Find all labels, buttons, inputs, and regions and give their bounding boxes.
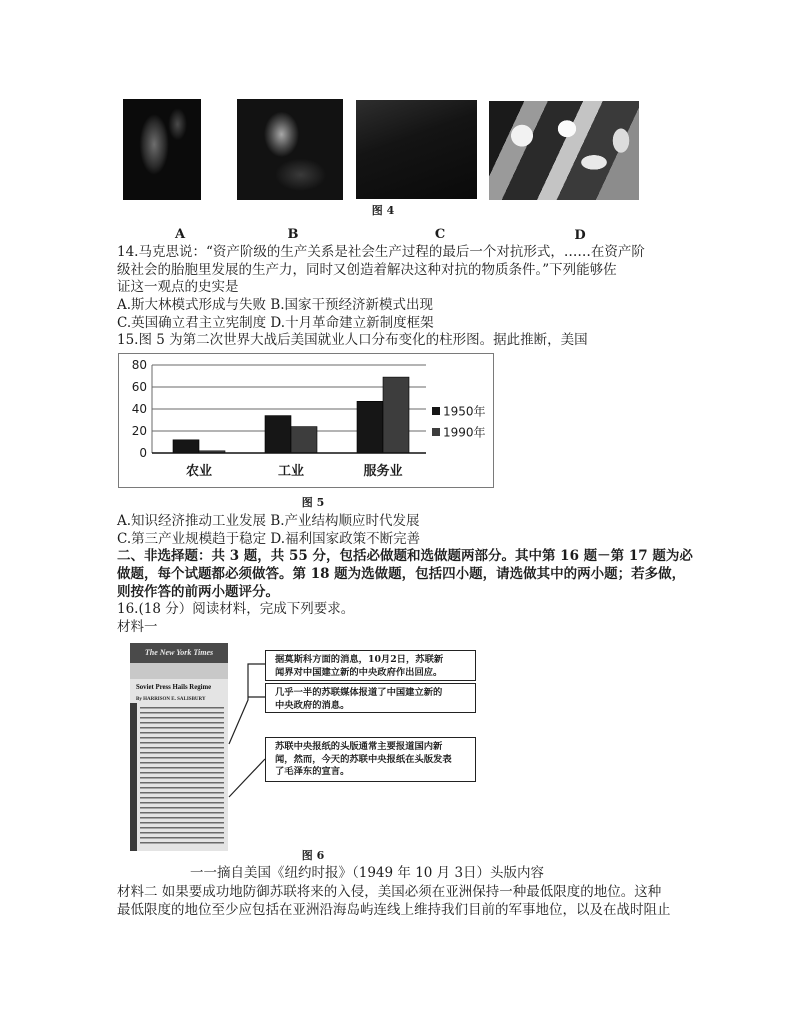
question-14-line: 级社会的胎胞里发展的生产力，同时又创造着解决这种对抗的物质条件。”下列能够佐 — [117, 261, 617, 278]
category-label: 服务业 — [363, 464, 403, 479]
callout-line: 了毛泽东的宣言。 — [275, 766, 350, 777]
newspaper-byline: By HARRISON E. SALISBURY — [136, 697, 206, 702]
newspaper-band — [130, 663, 228, 679]
legend-label: 1990年 — [443, 425, 486, 440]
legend-label: 1950年 — [443, 404, 486, 419]
callout-box-2 — [265, 683, 476, 713]
callout-line: 据莫斯科方面的消息，10月2日，苏联新 — [275, 654, 444, 665]
bar — [383, 377, 409, 453]
callout-line: 中央政府的消息。 — [275, 699, 350, 711]
section-2-instructions-line: 则按作答的前两小题评分。 — [117, 583, 279, 600]
callout-box-1 — [265, 650, 476, 681]
section-2-instructions-line: 二、非选择题：共 3 题，共 55 分，包括必做题和选做题两部分。其中第 16 题－第 17 题为必 — [117, 548, 693, 565]
chart-frame — [119, 354, 494, 488]
question-14-block — [117, 244, 645, 350]
material-1-label: 材料一 — [117, 619, 158, 636]
figure5-bar-chart — [118, 353, 494, 488]
category-label: 农业 — [185, 464, 213, 479]
legend-swatch — [432, 428, 440, 436]
bar — [173, 440, 199, 453]
material-2-line: 最低限度的地位至少应包括在亚洲沿海岛屿连线上维持我们目前的军事地位，以及在战时阻止 — [117, 901, 671, 918]
question-14-line: 证这一观点的史实是 — [117, 279, 239, 296]
connector-callout-3 — [229, 759, 265, 797]
question-15-stem: 15.图 5 为第二次世界大战后美国就业人口分布变化的柱形图。据此推断，美国 — [117, 332, 588, 349]
figure4-label-c: C — [434, 227, 446, 242]
question-15-and-section-2-block — [117, 513, 693, 637]
figure4-image-c — [356, 100, 477, 199]
figure4-label-a: A — [174, 227, 186, 242]
figure4-label-b: B — [287, 227, 299, 242]
material-2-block — [117, 884, 671, 919]
section-2-instructions-line: 做题，每个试题都必须做答。第 18 题为选做题，包括四小题，请选做其中的两小题；若多做， — [117, 566, 686, 583]
newspaper-headline: Soviet Press Hails Regime — [136, 684, 212, 691]
newspaper-clipping — [130, 643, 228, 851]
newspaper-body-text — [140, 707, 224, 847]
bar — [357, 401, 383, 453]
y-tick-label: 80 — [131, 358, 147, 372]
callout-box-3 — [265, 737, 476, 782]
callout-connectors — [225, 655, 270, 805]
figure6-caption: 图 6 — [301, 849, 325, 862]
figure5-caption: 图 5 — [301, 496, 325, 509]
y-tick-label: 0 — [139, 446, 147, 460]
figure4-image-b — [237, 99, 343, 200]
callout-line: 几乎一半的苏联媒体报道了中国建立新的 — [275, 687, 443, 698]
newspaper-left-column — [130, 703, 137, 851]
material-2-line: 材料二 如果要成功地防御苏联将来的入侵，美国必须在亚洲保持一种最低限度的地位。这种 — [117, 884, 662, 900]
question-15-options-ab: A.知识经济推动工业发展 B.产业结构顺应时代发展 — [117, 513, 420, 529]
figure6-source-line: 一一摘自美国《纽约时报》（1949 年 10 月 3日）头版内容 — [190, 865, 545, 881]
question-15-options-cd: C.第三产业规模趋于稳定 D.福利国家政策不断完善 — [117, 530, 421, 547]
y-tick-label: 40 — [131, 402, 147, 416]
y-tick-label: 20 — [131, 424, 147, 438]
legend-swatch — [432, 407, 440, 415]
figure6-source — [190, 865, 544, 883]
callout-line: 闻，然而，今天的苏联中央报纸在头版发表 — [275, 753, 452, 765]
question-14-options-cd: C.英国确立君主立宪制度 D.十月革命建立新制度框架 — [117, 314, 434, 331]
callout-line: 闻界对中国建立新的中央政府作出回应。 — [275, 666, 443, 678]
bar — [291, 427, 317, 453]
figure4-label-d: D — [574, 228, 586, 243]
figure4-image-d — [489, 101, 639, 200]
figure4-image-a — [123, 99, 201, 200]
callout-line: 苏联中央报纸的头版通常主要报道国内新 — [275, 741, 443, 752]
connector-callout-1 — [229, 664, 265, 744]
y-tick-label: 60 — [131, 380, 147, 394]
question-14-line: 14.马克思说：“资产阶级的生产关系是社会生产过程的最后一个对抗形式，……在资产阶 — [117, 244, 645, 260]
bar — [265, 416, 291, 453]
question-14-options-ab: A.斯大林模式形成与失败 B.国家干预经济新模式出现 — [117, 297, 434, 314]
question-16-stem: 16.(18 分）阅读材料，完成下列要求。 — [117, 601, 355, 618]
figure4-caption: 图 4 — [371, 204, 395, 217]
newspaper-masthead: The New York Times — [130, 643, 228, 663]
category-label: 工业 — [277, 464, 305, 479]
